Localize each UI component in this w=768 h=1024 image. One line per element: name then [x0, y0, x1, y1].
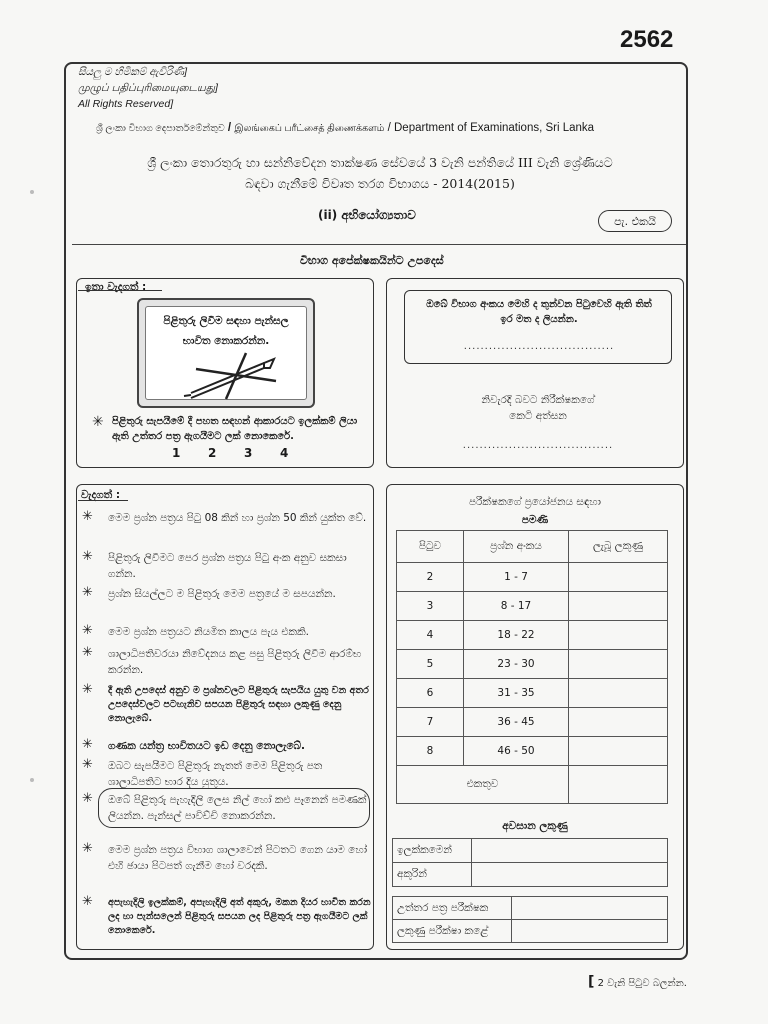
rights-tamil: முழுப் பதிப்புரிமையுடையது]	[78, 82, 218, 94]
final-words-value[interactable]	[472, 863, 668, 887]
row-questions: 23 - 30	[464, 650, 569, 679]
important-note-bullet: ✳	[92, 414, 104, 430]
col-marks: ලැබූ ලකුණු	[569, 531, 668, 563]
row-page: 3	[397, 592, 464, 621]
page-number: 2562	[620, 26, 674, 53]
footer-turn-page	[588, 974, 687, 990]
note-text-11: අපැහැදිලි ඉලක්කම්, අපැහැදිලි අත් අකුරු, මකන දියර භාවිත කරන ලද හා පැන්සලෙන් පිළිතුරු සපයන ලද පිළිතුරු පත්‍ර ඇගයීමට ලක් නොකෙරේ.	[108, 897, 371, 936]
note-item-6	[82, 684, 372, 726]
col-page: පිටුව	[397, 531, 464, 563]
col-questions: ප්‍රශ්න අංකය	[464, 531, 569, 563]
table-row	[397, 737, 668, 766]
exam-title-line2: බඳවා ගැනීමේ විවෘත තරග විභාගය - 2014(2015)	[245, 176, 515, 191]
index-number-box	[404, 290, 672, 364]
rights-english: All Rights Reserved]	[78, 98, 174, 110]
note-item-1	[82, 510, 372, 526]
examiner-title-1: පරීක්ෂකගේ ප්‍රයෝජනය සඳහා	[468, 496, 601, 508]
examiner-title-2: පමණි	[521, 514, 549, 526]
row-page: 8	[397, 737, 464, 766]
marks-header-row	[397, 531, 668, 563]
note-text-2: පිළිතුරු ලිවීමට පෙර ප්‍රශ්න පත්‍රය පිටු අංක අනුව සකසා ගන්න.	[108, 552, 347, 580]
department-separator-2: /	[387, 122, 391, 134]
digit-2: 2	[208, 446, 218, 460]
department-tamil: இலங்கைப் பரீட்சைத் திணைக்களம்	[234, 123, 385, 134]
final-row-figures	[393, 839, 668, 863]
department-english: Department of Examinations, Sri Lanka	[394, 122, 595, 134]
important-note-text: පිළිතුරු සැපයීමේ දී පහත සඳහන් ආකාරයට ඉලක්කම් ලියා ඇති උත්තර පත්‍ර ඇගයීමට ලක් නොකෙරේ.	[112, 416, 358, 442]
note-item-11	[82, 896, 372, 938]
note-bullet-5: ✳	[82, 645, 93, 660]
note-item-10	[82, 842, 372, 874]
row-questions: 1 - 7	[464, 563, 569, 592]
row-marks[interactable]	[569, 679, 668, 708]
row-marks[interactable]	[569, 563, 668, 592]
signature-examiner-value[interactable]	[512, 897, 668, 920]
footer-text: 2 වැනි පිටුව බලන්න.	[597, 978, 687, 989]
note-text-1: මෙම ප්‍රශ්න පත්‍රය පිටු 08 කින් හා ප්‍රශ්න 50 කින් යුක්ත වේ.	[108, 512, 367, 524]
total-value[interactable]	[569, 766, 668, 804]
note-bullet-6: ✳	[82, 682, 93, 697]
row-marks[interactable]	[569, 592, 668, 621]
row-questions: 8 - 17	[464, 592, 569, 621]
row-page: 7	[397, 708, 464, 737]
note-item-3	[82, 586, 372, 602]
row-questions: 31 - 35	[464, 679, 569, 708]
total-row	[397, 766, 668, 804]
index-instruction: ඔබේ විභාග අංකය මෙහි ද තුන්වන පිටුවෙහි ඇති තිත් ඉර මත ද ලියන්න.	[426, 299, 652, 325]
scan-speck	[30, 778, 34, 782]
exam-title-line1: ශ්‍රී ලංකා තොරතුරු හා සන්නිවේදන තාක්ෂණ සේවයේ 3 වැනි පන්තියේ III වැනි ශ්‍රේණියට	[147, 155, 613, 170]
department-separator-1: /	[227, 122, 232, 134]
row-marks[interactable]	[569, 737, 668, 766]
paper-name: (ii) අභියෝග්‍යතාව	[318, 208, 416, 222]
total-label: එකතුව	[397, 766, 569, 804]
no-pencil-line1: පිළිතුරු ලිවීම සඳහා පැන්සල	[163, 315, 289, 327]
row-page: 4	[397, 621, 464, 650]
row-questions: 18 - 22	[464, 621, 569, 650]
signature-row-examiner	[393, 897, 668, 920]
note-item-7	[82, 738, 372, 754]
note-item-9	[82, 792, 372, 824]
row-page: 6	[397, 679, 464, 708]
final-words-label: අකුරින්	[393, 863, 472, 887]
row-marks[interactable]	[569, 650, 668, 679]
note-bullet-4: ✳	[82, 623, 93, 638]
notes-label-underline	[78, 500, 128, 501]
no-pencil-card	[137, 298, 315, 408]
row-questions: 46 - 50	[464, 737, 569, 766]
department-line	[96, 122, 676, 135]
note-bullet-10: ✳	[82, 841, 93, 856]
important-label-underline	[78, 290, 162, 291]
important-label: ඉතා වැදගත් :	[85, 281, 147, 293]
final-marks-table	[392, 838, 668, 887]
note-bullet-7: ✳	[82, 737, 93, 752]
note-item-5	[82, 646, 372, 678]
final-marks-heading: අවසාන ලකුණු	[502, 820, 568, 832]
note-item-8	[82, 758, 372, 790]
digit-3: 3	[244, 446, 254, 460]
final-figures-label: ඉලක්කමෙන්	[393, 839, 472, 863]
note-bullet-9: ✳	[82, 791, 93, 806]
scan-speck	[30, 190, 34, 194]
row-page: 5	[397, 650, 464, 679]
signature-checker-value[interactable]	[512, 920, 668, 943]
marks-table	[396, 530, 668, 804]
row-marks[interactable]	[569, 708, 668, 737]
table-row	[397, 592, 668, 621]
no-pencil-card-inner	[145, 306, 307, 400]
note-bullet-3: ✳	[82, 585, 93, 600]
note-text-4: මෙම ප්‍රශ්න පත්‍රයට නියමිත කාලය පැය එකකි.	[108, 626, 309, 638]
signature-examiner-label: උත්තර පත්‍ර පරීක්ෂක	[393, 897, 512, 920]
row-marks[interactable]	[569, 621, 668, 650]
note-text-7: ගණක යන්ත්‍ර භාවිතයට ඉඩ දෙනු නොලැබේ.	[108, 740, 306, 752]
footer-bracket: [	[588, 974, 595, 990]
note-bullet-2: ✳	[82, 549, 93, 564]
note-bullet-8: ✳	[82, 757, 93, 772]
supervisor-label-2: කෙටි අත්සන	[509, 410, 567, 422]
note-bullet-11: ✳	[82, 894, 93, 909]
note-text-8: ඔබට සැපයීමට පිළිතුරු නැතත් මෙම පිළිතුරු පත ශාලාධිපතිට භාර දිය යුතුය.	[108, 760, 323, 788]
rights-sinhala: සියලු ම හිමිකම් ඇවිරිණි]	[78, 66, 188, 78]
table-row	[397, 708, 668, 737]
note-text-6: දී ඇති උපදෙස් අනුව ම ප්‍රශ්නවලට පිළිතුරු සැපයිය යුතු වන අතර උපදෙස්වලට පටහැනිව සපයන පිළිතුරු සඳහා ලකුණු දෙනු නොලැබේ.	[108, 685, 369, 724]
row-questions: 36 - 45	[464, 708, 569, 737]
final-figures-value[interactable]	[472, 839, 668, 863]
index-number-dots[interactable]: ....................................	[463, 341, 615, 352]
supervisor-signature-dots[interactable]: ....................................	[462, 440, 614, 451]
sample-digits	[172, 446, 316, 460]
note-text-10: මෙම ප්‍රශ්න පත්‍රය විභාග ශාලාවෙන් පිටතට ගෙන යාම හෝ එහි ඡායා පිටපත් ගැනීම හෝ වරදකි.	[108, 844, 368, 872]
instructions-heading: විභාග අපේක්ෂකයින්ට උපදෙස්	[300, 254, 444, 267]
signature-checker-label: ලකුණු පරීක්ෂා කළේ	[393, 920, 512, 943]
crossed-pencil-icon	[176, 349, 286, 401]
no-pencil-line2: භාවිත නොකරන්න.	[182, 335, 270, 347]
note-item-4	[82, 624, 372, 640]
table-row	[397, 621, 668, 650]
note-text-9: ඔබේ පිළිතුරු පැහැදිලි ලෙස නිල් හෝ කළු පෑනෙන් පමණක් ලියන්න. පැන්සල් පාවිච්චි නොකරන්න.	[108, 794, 367, 822]
note-text-3: ප්‍රශ්න සියල්ලට ම පිළිතුරු මෙම පත්‍රයේ ම සපයන්න.	[108, 588, 336, 600]
final-row-words	[393, 863, 668, 887]
note-item-2	[82, 550, 372, 582]
table-row	[397, 563, 668, 592]
notes-label: වැදගත් :	[81, 489, 121, 501]
digit-4: 4	[280, 446, 290, 460]
digit-1: 1	[172, 446, 182, 460]
note-bullet-1: ✳	[82, 509, 93, 524]
signature-table	[392, 896, 668, 943]
department-sinhala: ශ්‍රී ලංකා විභාග දෙපාර්තමේන්තුව	[96, 123, 225, 134]
table-row	[397, 650, 668, 679]
table-row	[397, 679, 668, 708]
signature-row-checker	[393, 920, 668, 943]
supervisor-label-1: නිවැරදි බවට නිරීක්ෂකගේ	[481, 394, 595, 406]
duration-badge: පැ. එකයි	[598, 210, 672, 232]
divider	[72, 244, 686, 245]
row-page: 2	[397, 563, 464, 592]
note-text-5: ශාලාධිපතිවරයා නිවේදනය කළ පසු පිළිතුරු ලිවීම ආරම්භ කරන්න.	[108, 648, 362, 676]
